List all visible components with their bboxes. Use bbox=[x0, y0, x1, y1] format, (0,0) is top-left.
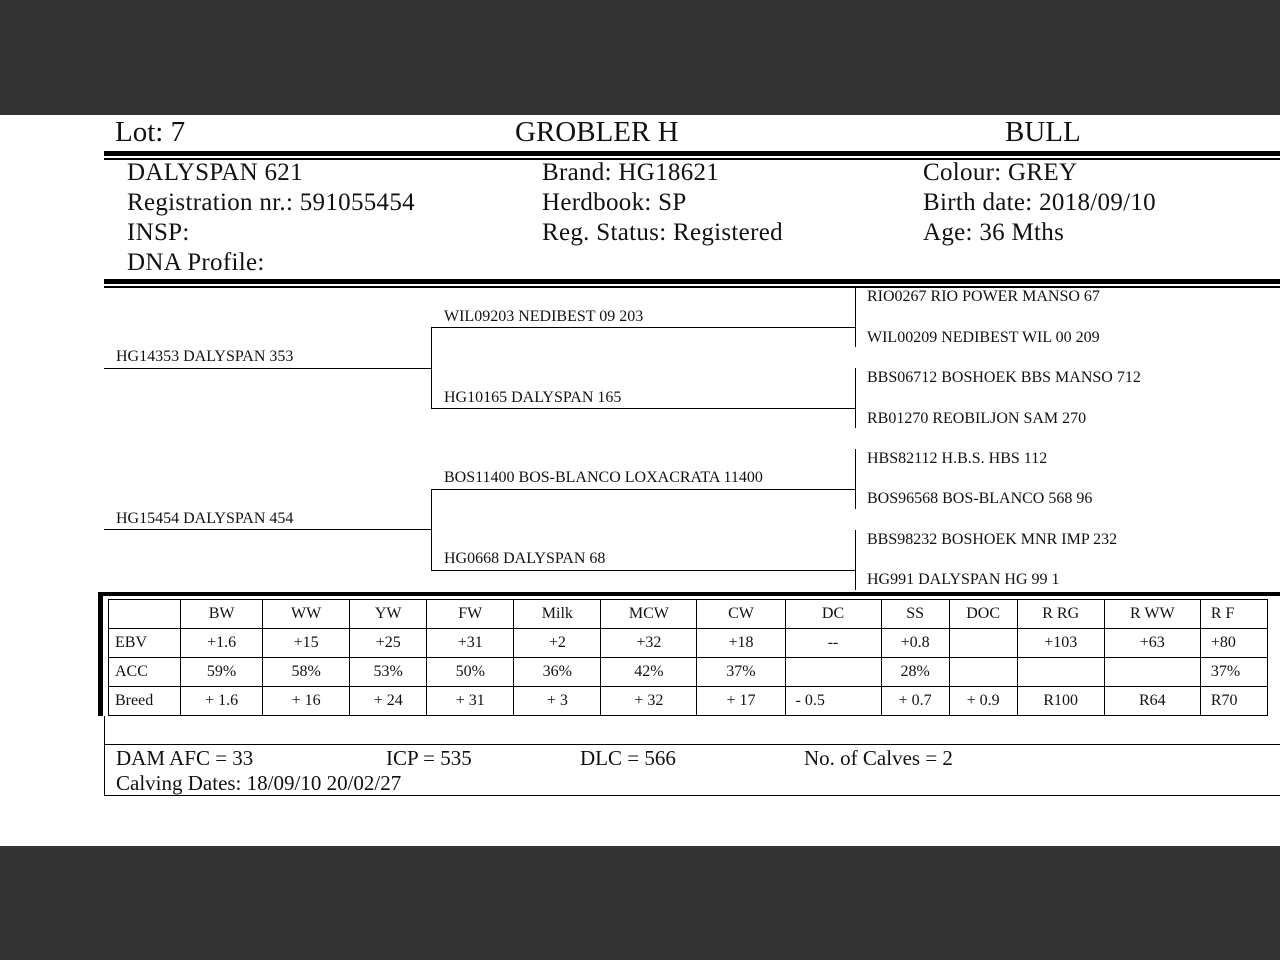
pedigree-dds: BBS98232 BOSHOEK MNR IMP 232 bbox=[867, 531, 1118, 548]
pedigree-line bbox=[431, 570, 855, 571]
ebv-header-row bbox=[109, 600, 1268, 629]
header-cell: R WW bbox=[1104, 600, 1200, 629]
header-cell: R F bbox=[1200, 600, 1267, 629]
number-of-calves: No. of Calves = 2 bbox=[804, 746, 953, 770]
table-cell bbox=[785, 658, 881, 687]
dlc-value: DLC = 566 bbox=[580, 746, 676, 770]
header-cell bbox=[109, 600, 181, 629]
pedigree-sds: BBS06712 BOSHOEK BBS MANSO 712 bbox=[867, 369, 1141, 386]
herdbook-field: Herdbook: SP bbox=[542, 189, 687, 216]
table-cell: 36% bbox=[514, 658, 601, 687]
table-cell: 42% bbox=[601, 658, 697, 687]
pedigree-line bbox=[855, 287, 856, 347]
bottom-dark-bar bbox=[0, 846, 1280, 960]
pedigree-line bbox=[104, 368, 432, 369]
pedigree-line bbox=[855, 368, 856, 428]
table-cell: -- bbox=[785, 629, 881, 658]
dam-afc: DAM AFC = 33 bbox=[116, 746, 254, 770]
pedigree-dam-dam: HG0668 DALYSPAN 68 bbox=[444, 550, 606, 567]
ebv-table bbox=[108, 599, 1268, 716]
pedigree-line bbox=[431, 489, 432, 571]
stats-left-rule bbox=[98, 592, 103, 716]
header-cell: MCW bbox=[601, 600, 697, 629]
age-field: Age: 36 Mths bbox=[923, 219, 1065, 246]
table-cell: 58% bbox=[263, 658, 350, 687]
animal-sex: BULL bbox=[1005, 116, 1081, 148]
table-cell: +15 bbox=[263, 629, 350, 658]
pedigree-sire-sire: WIL09203 NEDIBEST 09 203 bbox=[444, 308, 644, 325]
table-cell bbox=[949, 658, 1017, 687]
row-label: EBV bbox=[109, 629, 181, 658]
lot-sheet bbox=[0, 115, 1280, 846]
pedigree-ddd: HG991 DALYSPAN HG 99 1 bbox=[867, 571, 1060, 588]
header-cell: SS bbox=[881, 600, 949, 629]
header-cell: CW bbox=[697, 600, 785, 629]
acc-row bbox=[109, 658, 1268, 687]
table-cell: + 16 bbox=[263, 687, 350, 716]
header-cell: BW bbox=[181, 600, 263, 629]
header-rule-thick bbox=[104, 151, 1280, 156]
info-rule-thick bbox=[104, 279, 1280, 284]
pedigree-line bbox=[431, 327, 855, 328]
header-cell: R RG bbox=[1017, 600, 1104, 629]
pedigree-line bbox=[431, 327, 432, 409]
breed-row bbox=[109, 687, 1268, 716]
header-cell: Milk bbox=[514, 600, 601, 629]
top-dark-bar bbox=[0, 0, 1280, 115]
icp-value: ICP = 535 bbox=[386, 746, 472, 770]
pedigree-sire: HG14353 DALYSPAN 353 bbox=[116, 348, 294, 365]
header-cell: DC bbox=[785, 600, 881, 629]
pedigree-line bbox=[855, 530, 856, 590]
table-cell: 37% bbox=[697, 658, 785, 687]
header-cell: DOC bbox=[949, 600, 1017, 629]
table-cell: R64 bbox=[1104, 687, 1200, 716]
table-cell: + 0.7 bbox=[881, 687, 949, 716]
pedigree-sdd: RB01270 REOBILJON SAM 270 bbox=[867, 410, 1087, 427]
pedigree-line bbox=[855, 449, 856, 509]
pedigree-dsd: BOS96568 BOS-BLANCO 568 96 bbox=[867, 490, 1093, 507]
table-cell: + 1.6 bbox=[181, 687, 263, 716]
brand-field: Brand: HG18621 bbox=[542, 159, 720, 186]
table-cell: +1.6 bbox=[181, 629, 263, 658]
table-cell: + 17 bbox=[697, 687, 785, 716]
row-label: ACC bbox=[109, 658, 181, 687]
table-cell: 59% bbox=[181, 658, 263, 687]
header-cell: FW bbox=[427, 600, 514, 629]
pedigree-dam: HG15454 DALYSPAN 454 bbox=[116, 510, 294, 527]
table-cell: +0.8 bbox=[881, 629, 949, 658]
registration-number: Registration nr.: 591055454 bbox=[127, 189, 415, 216]
animal-herd-name: DALYSPAN 621 bbox=[127, 159, 303, 186]
table-cell: +63 bbox=[1104, 629, 1200, 658]
table-cell: +31 bbox=[427, 629, 514, 658]
table-cell: R100 bbox=[1017, 687, 1104, 716]
table-cell: +2 bbox=[514, 629, 601, 658]
pedigree-line bbox=[104, 529, 432, 530]
table-cell: + 0.9 bbox=[949, 687, 1017, 716]
table-cell bbox=[1104, 658, 1200, 687]
footer-left-rule bbox=[104, 716, 105, 796]
insp-field: INSP: bbox=[127, 219, 190, 246]
table-cell: +25 bbox=[350, 629, 427, 658]
pedigree-line bbox=[431, 489, 855, 490]
table-cell: +103 bbox=[1017, 629, 1104, 658]
birth-date-field: Birth date: 2018/09/10 bbox=[923, 189, 1156, 216]
table-cell bbox=[949, 629, 1017, 658]
table-cell: 28% bbox=[881, 658, 949, 687]
table-cell: +80 bbox=[1200, 629, 1267, 658]
animal-name: GROBLER H bbox=[515, 116, 679, 148]
reg-status-field: Reg. Status: Registered bbox=[542, 219, 783, 246]
pedigree-ssd: WIL00209 NEDIBEST WIL 00 209 bbox=[867, 329, 1100, 346]
table-cell: + 3 bbox=[514, 687, 601, 716]
stats-top-rule bbox=[98, 592, 1280, 596]
pedigree-sire-dam: HG10165 DALYSPAN 165 bbox=[444, 389, 622, 406]
table-cell bbox=[1017, 658, 1104, 687]
calving-dates: Calving Dates: 18/09/10 20/02/27 bbox=[116, 771, 402, 795]
colour-field: Colour: GREY bbox=[923, 159, 1078, 186]
table-cell: R70 bbox=[1200, 687, 1267, 716]
header-cell: YW bbox=[350, 600, 427, 629]
table-cell: + 24 bbox=[350, 687, 427, 716]
table-cell: 50% bbox=[427, 658, 514, 687]
row-label: Breed bbox=[109, 687, 181, 716]
pedigree-dss: HBS82112 H.B.S. HBS 112 bbox=[867, 450, 1048, 467]
pedigree-sss: RIO0267 RIO POWER MANSO 67 bbox=[867, 288, 1100, 305]
table-cell: +18 bbox=[697, 629, 785, 658]
table-cell: +32 bbox=[601, 629, 697, 658]
footer-top-rule bbox=[104, 744, 1280, 745]
table-cell: 37% bbox=[1200, 658, 1267, 687]
pedigree-line bbox=[431, 408, 855, 409]
pedigree-dam-sire: BOS11400 BOS-BLANCO LOXACRATA 11400 bbox=[444, 469, 763, 486]
header-cell: WW bbox=[263, 600, 350, 629]
lot-number: Lot: 7 bbox=[115, 116, 186, 148]
table-cell: - 0.5 bbox=[785, 687, 881, 716]
info-rule-thin bbox=[104, 286, 1280, 288]
dna-profile-field: DNA Profile: bbox=[127, 249, 265, 276]
ebv-row bbox=[109, 629, 1268, 658]
table-cell: 53% bbox=[350, 658, 427, 687]
table-cell: + 32 bbox=[601, 687, 697, 716]
table-cell: + 31 bbox=[427, 687, 514, 716]
